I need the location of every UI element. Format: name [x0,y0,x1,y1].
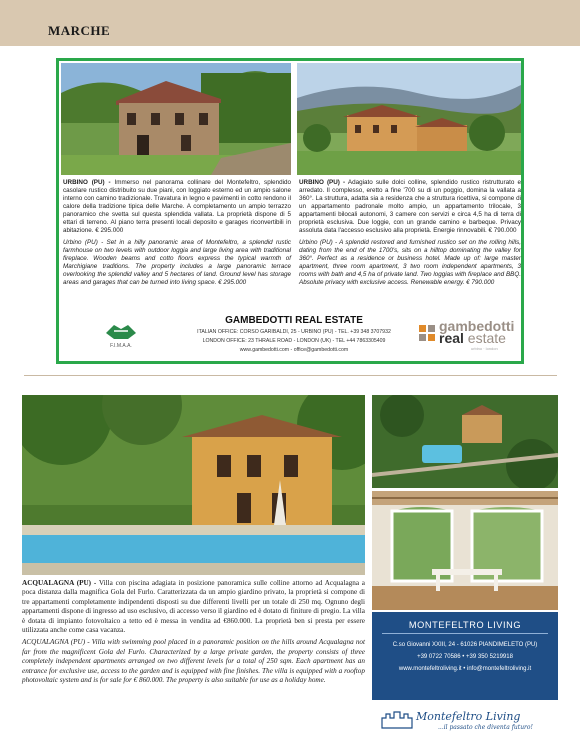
fimaa-label: F.I.M.A.A. [110,343,132,349]
london-office-line: LONDON OFFICE: 23 THRALE ROAD - LONDON (UK) - TEL +44 7863305409 [202,338,386,344]
listing-acqualagna [22,579,365,685]
listing-lead: URBINO (PU) - [63,179,111,186]
villa-pool-photo [22,395,365,575]
listing-italian-text [299,179,521,235]
brand-subtitle: real estate [439,330,506,346]
logo-slogan: ...il passato che diventa futuro! [438,724,533,731]
montefeltro-living-box [372,612,558,712]
agency-address: C.so Giovanni XXIII, 24 - 61026 PIANDIMELETO (PU) [392,642,538,648]
fimaa-logo [101,319,141,349]
listing-body: Villa con piscina adagiata in posizione panoramica sulle colline attorno ad Acqualagna a poca distanza dalla magnifica Gola del Furlo. Caratterizzata da un ampio giardino privato, la proprietà si compone di tre appartamenti completamente indipendenti disposti su due differenti livelli per un totale di 250 mq. Ognuno degli appartamenti dispone di ingresso ad uso esclusivo, di accesso verso il giardino ed è dotato di finiture di pregio. La villa è dotata di impianto fotovoltaico a tetto ed è messa in vendita ad €860.000. La proprietà ben si presta per essere utilizzata anche come casa vacanza. [22,579,365,635]
listing-body: Immerso nel panorama collinare del Montefeltro, splendido casolare rustico distribuito su due piani, con loggiato esterno ed un ampio salone interno con camino tradizionale. Travatura in legno e pavimenti in cotto rendono il calore della tradizione tipica delle Marche. A completamento un ampio terrazzo panoramico che svetta sul questa splendida vallata. La proprietà dispone di 5 ettari di terreno. Al piano terra presenti locali deposito e garages riconvertibili in abitazione. € 295.000 [63,179,292,234]
brand-name: gambedotti [439,318,515,334]
listing-body: Adagiato sulle dolci colline, splendido rustico ristrutturato e arredato. Il complesso, eretto a fine '700 su di un poggio, domina la vallata a 360°. La struttura, adatta sia a residenza che a struttura ricettiva, si compone di un appartamento padronale molto ampio, un appartamento trilocale, 3 appartamenti bilocali autonomi, 3 camere con servizi e circa 4,5 ha di terra di proprietà esclusiva. Due loggie, con un grande camino e barbeque. Privacy assoluta data l'accesso esclusivo alla proprietà. Energie rinnovabili. € 790.000 [299,179,521,234]
brand-cities: urbino · london [471,346,498,351]
hilltop-estate-photo [297,63,521,175]
listing-urbino-estate [299,179,521,287]
agency-name: MONTEFELTRO LIVING [408,620,522,630]
listing-italian-text [22,579,365,635]
agency-web: www.montefeltroliving.it • info@montefeltroliving.it [398,666,532,672]
listing-italian-text [63,179,291,235]
agency-block [59,311,521,361]
listing-lead: ACQUALAGNA (PU) - [22,579,97,587]
listing-english-text: Urbino (PU) - A splendid restored and furnished rustico set on the rolling hills, dating from the end of the 1700's, sits on a hilltop dominating the valley for 360°. Perfect as a residence or business hotel. Made up of: large master apartment, three room apartment, 3 two room independent apartments, 3 rooms with bath and 4,5 ha of private land. Two loggias with fireplace and BBQ. Absolute privacy with exclusive access. Renewable energy. € 790.000 [299,239,521,286]
section-header [0,0,580,46]
listing-english-text: Urbino (PU) - Set in a hilly panoramic area of Montefeltro, a splendid rustic farmhouse on two levels with outdoor loggia and large living area with traditional fireplace. Wooden beams and cotto floors express the typical warmth of Marchigiane traditions. The property includes a large panoramic terrace overlooking the splendid valley and 5 hectares of land. Ground level has storage areas and garages that can be turned into living space. € 295.000 [63,239,291,286]
handshake-icon [104,319,138,341]
gambedotti-ad [56,58,524,364]
contact-line: www.gambedotti.com - office@gambedotti.com [239,347,349,353]
listing-english-text: ACQUALAGNA (PU) - Villa with swimming pool placed in a panoramic position on the hills around Acqualagna not far from the magnificent Gola del Furlo. Characterized by a large private garden, the property consists of three completely independent apartments arranged on two different levels for a total of 250 sqm. Each apartment has an entrance for exclusive use, access to the garden and is equipped with fine finishes. The villa is equipped with a rooftop photovoltaic system and is for sale for € 860.000. The property is also suitable for use as a holiday home. [22,638,365,685]
brand-mark-icon [419,325,435,341]
castle-icon [380,708,414,730]
montefeltro-logo [372,700,558,740]
listing-lead: URBINO (PU) - [299,179,346,186]
aerial-view-photo [372,395,558,488]
agency-name: GAMBEDOTTI REAL ESTATE [225,315,363,326]
interior-photo [372,491,558,610]
farmhouse-photo [61,63,291,175]
section-title: MARCHE [48,23,111,38]
listing-urbino-rustic [63,179,291,287]
section-divider [24,375,557,376]
italian-office-line: ITALIAN OFFICE: CORSO GARIBALDI, 25 - URBINO (PU) - TEL. +39 348 3707932 [197,329,391,335]
agency-phones: +39 0722 70586 • +39 350 5219918 [417,654,513,660]
logo-text: Montefeltro Living [416,710,521,723]
agency-divider [382,633,548,634]
